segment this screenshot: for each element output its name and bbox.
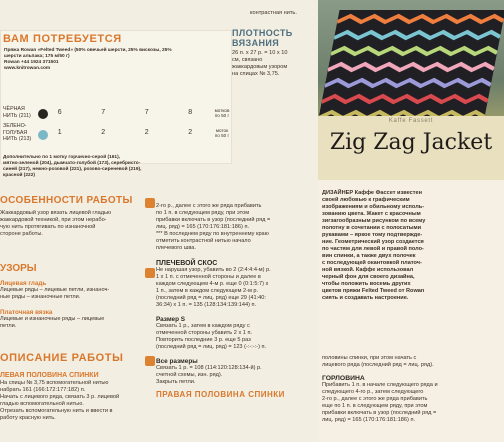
middle-column: 2-го р., далее с этого же ряда прибавить по 1 п. в следующем ряду, при этом прибавки включать в узор (последний ряд = лиц. ряд) = 165 (170:176:181:186) п. *** В последнем ряду по внутреннему краю отметить контрастной нитью начало плечевого шва. ПЛЕЧЕВОЙ СКОС Не нарушая узор, убавить во 2 (2:4:4:4-м) р. 1 х 1 п. с отмеченной стороны и далее в каждом следующем 4-м р. еще 0 (0:1:5:7) х 1 п., затем в каждом следующем 2-м р. (последний ряд = лиц. ряд) еще 29 (41:40: 36:34) х 1 п. = 135 (128:134:139:144) п. Размер S Связать 1 р., затем в каждом ряду с отмеченной стороны убавить 2 х 1 п. Повторить последние 3 р. еще 5 раз (последний ряд = лиц. ряд) = 123 (-:-:-:-) п. Все размеры Связать 1 р. = 108 (114:120:128:134-й) р. счетной схемы, изн. ряд). Закрыть петли. ПРАВАЯ ПОЛОВИНА СПИНКИ xyxy=(156,203,312,399)
features-section: ОСОБЕННОСТИ РАБОТЫ Жаккардовый узор вязать лицевой гладью жаккардовой техникой, при этом нерабо- чую нить протягивать по изнаночной стороне работы. xyxy=(0,195,140,238)
gauge-block: ПЛОТНОСТЬ ВЯЗАНИЯ 26 п. х 27 р. = 10 х 10 см, связано жаккардовым узором на спицах № 3,75. xyxy=(232,28,318,78)
zigzag-pattern-icon xyxy=(318,10,504,128)
neckline-title: ГОРЛОВИНА xyxy=(322,375,365,382)
title-card xyxy=(318,116,504,180)
pattern-head: Платочная вязка xyxy=(0,309,53,316)
shoulder-bevel-title: ПЛЕЧЕВОЙ СКОС xyxy=(156,260,218,267)
gauge-title: ПЛОТНОСТЬ xyxy=(232,28,293,38)
table-row: ЗЕЛЕНО- ГОЛУБАЯ НИТЬ (213) 1 2 2 2 моток по 50 г xyxy=(3,123,230,143)
table-row: ЧЁРНАЯ НИТЬ (211) 6 7 7 8 мотков по 50 г xyxy=(3,106,230,119)
gauge-title-2: ВЯЗАНИЯ xyxy=(232,38,280,48)
section-marker-icon xyxy=(145,198,155,208)
yarn-table xyxy=(0,103,232,143)
size-s-title: Размер S xyxy=(156,316,186,323)
right-lower-text: половины спинки, при этом начать с лицевого ряда (последний ряд = лиц. ряд). ГОРЛОВИНА Прибавить 1 п. в начале следующего ряда и следующего 4-го р., затем следующего 2-го р., далее с этого же ряда прибавить еще по 1 п. в следующем ряду, при этом прибавки включать в узор (последний ряд = лиц. ряд) = 165 (170:176:181:186) п. xyxy=(322,355,502,424)
all-sizes-title: Все размеры xyxy=(156,358,198,365)
yarn-description: Пряжа Rowan «Felted Tweed» (50% овечьей шерсти, 25% вискозы, 25% шерсти альпака; 175 м/50 г) Rowan +44 1924 371501 www.knitrowan.com xyxy=(4,48,172,71)
left-half-title: ЛЕВАЯ ПОЛОВИНА СПИНКИ xyxy=(0,372,99,379)
teal-yarn-swatch-icon xyxy=(38,130,48,140)
features-title: ОСОБЕННОСТИ РАБОТЫ xyxy=(0,195,133,206)
product-title: Zig Zag Jacket xyxy=(329,130,493,155)
right-half-title: ПРАВАЯ ПОЛОВИНА СПИНКИ xyxy=(156,390,285,399)
designer-caption: Kaffe Fassett xyxy=(388,118,434,124)
extra-yarns: Дополнительно по 1 мотку горчично-серой (161), мятно-зеленой (204), дымчато-голубой (173), серебристо- синей (217), нежно-розовой (221), розово-сиреневой (219), красной (222) xyxy=(3,155,142,178)
contrast-note: контрастная нить. xyxy=(250,10,297,16)
patterns-title: УЗОРЫ xyxy=(0,263,37,274)
black-yarn-swatch-icon xyxy=(38,109,48,119)
pattern-head: Лицевая гладь xyxy=(0,280,47,287)
you-need-title: ВАМ ПОТРЕБУЕТСЯ xyxy=(3,33,122,45)
section-marker-icon xyxy=(145,268,155,278)
description-title: ОПИСАНИЕ РАБОТЫ xyxy=(0,352,124,364)
section-marker-icon xyxy=(145,356,155,366)
yarn-info-box xyxy=(0,30,232,178)
description-section: ОПИСАНИЕ РАБОТЫ ЛЕВАЯ ПОЛОВИНА СПИНКИ На спицы № 3,75 вспомогательной нитью набрать 161 (166:172:177:182) п. Начать с лицевого ряда, связать 3 р. лицевой гладью вспомогательной нитью. Отрезать вспомогательную нить и ввести в работу красную нить. xyxy=(0,352,145,422)
patterns-section: УЗОРЫ Лицевая гладь Лицевые ряды – лицевые петли, изнаноч- ные ряды – изнаночные петли. Платочная вязка Лицевые и изнаночные ряды – лицевые петли. xyxy=(0,263,140,330)
design-description: ДИЗАЙНЕР Каффе Фассет известен своей любовью к графическим изображениям и обильному исполь- зованию цвета. Жакет с красочным зигзагообразным рисунком по всему полотну в сочетании с полосатыми рукавами – яркое тому подтвержде- ние. Геометрический узор создается по частям для левой и правой поло- вин спинки, а также двух полочек с последующей окантовкой платоч- ной вязкой. Каффе использовал черный фон для своего дизайна, чтобы положить восемь других цветов пряжи Felted Tweed от Rowan сиять и создавать настроение. xyxy=(322,190,426,301)
